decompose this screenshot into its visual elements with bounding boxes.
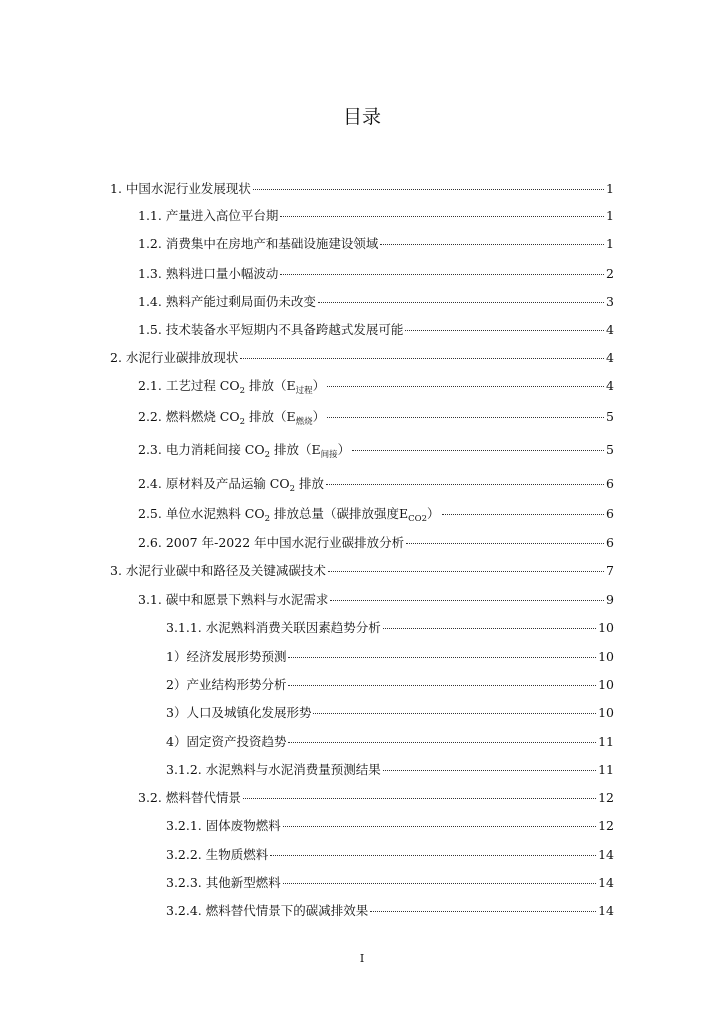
toc-title-text: 2.1. 工艺过程 CO [138, 378, 240, 393]
toc-entry-page: 2 [606, 266, 614, 281]
toc-entry[interactable] [166, 704, 614, 722]
toc-entry-title [138, 408, 325, 428]
toc-entry-page: 12 [598, 790, 614, 805]
toc-entry[interactable] [166, 733, 614, 751]
toc-entry-page: 3 [606, 294, 614, 309]
toc-entry-page: 5 [606, 442, 614, 457]
toc-title-text: 排放（E [245, 409, 296, 424]
toc-title-text: 排放 [295, 476, 325, 491]
toc-entry-title: 1.3. 熟料进口量小幅波动 [138, 266, 279, 281]
toc-entry-title: 3. 水泥行业碳中和路径及关键减碳技术 [110, 563, 326, 578]
toc-leader-dots [288, 657, 596, 658]
toc-leader-dots [288, 685, 596, 686]
toc-leader-dots [313, 713, 596, 714]
toc-entry-title: 2. 水泥行业碳排放现状 [110, 350, 239, 365]
toc-entry[interactable] [166, 817, 614, 835]
toc-entry-title: 1.2. 消费集中在房地产和基础设施建设领域 [138, 236, 379, 251]
toc-entry-page: 4 [606, 350, 614, 365]
toc-entry-page: 6 [606, 506, 614, 521]
toc-leader-dots [243, 798, 596, 799]
toc-entry-title: 3.1.2. 水泥熟料与水泥消费量预测结果 [166, 762, 381, 777]
toc-entry-page: 14 [598, 847, 614, 862]
toc-entry-page: 7 [606, 563, 614, 578]
toc-entry[interactable] [138, 293, 614, 311]
toc-entry[interactable] [138, 441, 614, 461]
toc-entry-title [138, 475, 324, 495]
toc-title-subscript: 2 [264, 514, 271, 524]
toc-entry[interactable] [138, 377, 614, 397]
toc-entry-title: 3.1. 碳中和愿景下熟料与水泥需求 [138, 592, 329, 607]
toc-entry-title: 1.5. 技术装备水平短期内不具备跨越式发展可能 [138, 322, 404, 337]
toc-entry-title: 3.2.2. 生物质燃料 [166, 847, 269, 862]
toc-entry-page: 6 [606, 535, 614, 550]
toc-entry-title: 1.1. 产量进入高位平台期 [138, 208, 279, 223]
toc-entry[interactable] [138, 591, 614, 609]
toc-leader-dots [288, 742, 596, 743]
toc-leader-dots [380, 244, 604, 245]
toc-leader-dots [253, 189, 604, 190]
toc-entry[interactable] [138, 265, 614, 283]
toc-leader-dots [406, 543, 604, 544]
toc-title-subscript: CO2 [408, 514, 428, 524]
toc-title-text: 2.4. 原材料及产品运输 CO [138, 476, 290, 491]
toc-title-text: 2.2. 燃料燃烧 CO [138, 409, 240, 424]
toc-leader-dots [270, 855, 596, 856]
toc-entry-page: 12 [598, 818, 614, 833]
toc-entry-page: 11 [598, 734, 614, 749]
toc-entry-page: 14 [598, 875, 614, 890]
toc-entry[interactable] [166, 874, 614, 892]
toc-entry-title: 2）产业结构形势分析 [166, 677, 287, 692]
toc-entry-title: 3.2.4. 燃料替代情景下的碳减排效果 [166, 903, 369, 918]
toc-title-text: 2.5. 单位水泥熟料 CO [138, 506, 265, 521]
toc-entry[interactable] [166, 846, 614, 864]
toc-entry[interactable] [138, 534, 614, 552]
toc-entry[interactable] [166, 676, 614, 694]
toc-title-text: ） [427, 506, 440, 521]
toc-entry[interactable] [166, 761, 614, 779]
toc-entry-page: 1 [606, 236, 614, 251]
toc-title-subscript: 间接 [320, 450, 338, 460]
toc-entry[interactable] [110, 180, 614, 198]
toc-entry-title: 1. 中国水泥行业发展现状 [110, 181, 251, 196]
toc-title-text: 排放（E [245, 378, 296, 393]
toc-leader-dots [383, 770, 596, 771]
toc-entry[interactable] [138, 475, 614, 495]
toc-leader-dots [352, 450, 604, 451]
toc-title-subscript: 2 [239, 386, 246, 396]
toc-leader-dots [330, 600, 604, 601]
toc-leader-dots [318, 302, 604, 303]
toc-leader-dots [327, 417, 604, 418]
toc-title-text: 排放（E [270, 442, 321, 457]
toc-leader-dots [328, 571, 604, 572]
toc-entry-page: 11 [598, 762, 614, 777]
toc-leader-dots [283, 826, 596, 827]
toc-entry-page: 10 [598, 620, 614, 635]
toc-title-text: ） [312, 409, 326, 424]
toc-leader-dots [442, 514, 604, 515]
toc-entry[interactable] [166, 902, 614, 920]
toc-leader-dots [280, 216, 604, 217]
toc-entry-page: 9 [606, 592, 614, 607]
toc-title-text: 2.3. 电力消耗间接 CO [138, 442, 265, 457]
toc-entry[interactable] [166, 619, 614, 637]
toc-title-text: 排放总量（碳排放强度E [270, 506, 409, 521]
toc-entry[interactable] [138, 505, 614, 525]
toc-entry-title: 3）人口及城镇化发展形势 [166, 705, 312, 720]
toc-entry-title [138, 377, 325, 397]
toc-entry-title: 4）固定资产投资趋势 [166, 734, 287, 749]
toc-entry[interactable] [138, 789, 614, 807]
toc-leader-dots [405, 330, 604, 331]
page-title: 目录 [342, 106, 381, 128]
toc-entry-title: 3.2.1. 固体废物燃料 [166, 818, 281, 833]
toc-leader-dots [326, 484, 604, 485]
toc-entry-title: 3.2. 燃料替代情景 [138, 790, 241, 805]
toc-entry[interactable] [110, 562, 614, 580]
toc-leader-dots [327, 386, 604, 387]
toc-leader-dots [240, 358, 604, 359]
toc-entry-title: 1.4. 熟料产能过剩局面仍未改变 [138, 294, 316, 309]
toc-entry-title [138, 441, 350, 461]
toc-entry[interactable] [138, 321, 614, 339]
toc-title-subscript: 2 [289, 484, 296, 494]
toc-entry[interactable] [138, 207, 614, 225]
toc-entry-page: 4 [606, 378, 614, 393]
toc-title-text: ） [337, 442, 351, 457]
toc-entry-page: 6 [606, 476, 614, 491]
toc-title-subscript: 燃烧 [295, 417, 313, 427]
toc-leader-dots [370, 911, 596, 912]
toc-entry-title: 3.1.1. 水泥熟料消费关联因素趋势分析 [166, 620, 381, 635]
toc-title-text: ） [312, 378, 326, 393]
toc-entry-title: 3.2.3. 其他新型燃料 [166, 875, 281, 890]
toc-leader-dots [383, 628, 596, 629]
toc-entry-page: 10 [598, 677, 614, 692]
toc-leader-dots [280, 274, 604, 275]
page-number: I [359, 952, 365, 965]
toc-entry-page: 14 [598, 903, 614, 918]
toc-entry-page: 10 [598, 705, 614, 720]
toc-title-subscript: 2 [239, 417, 246, 427]
toc-entry-title: 2.6. 2007 年-2022 年中国水泥行业碳排放分析 [138, 535, 405, 550]
toc-entry[interactable] [138, 408, 614, 428]
toc-entry[interactable] [138, 235, 614, 253]
toc-entry-page: 5 [606, 409, 614, 424]
toc-entry-page: 10 [598, 649, 614, 664]
toc-entry-title: 1）经济发展形势预测 [166, 649, 287, 664]
toc-entry-page: 4 [606, 322, 614, 337]
toc-title-subscript: 过程 [295, 386, 313, 396]
toc-entry-title [138, 505, 440, 525]
toc-leader-dots [283, 883, 596, 884]
toc-title-subscript: 2 [264, 450, 271, 460]
toc-entry[interactable] [110, 349, 614, 367]
toc-entry[interactable] [166, 648, 614, 666]
toc-entry-page: 1 [606, 208, 614, 223]
toc-entry-page: 1 [606, 181, 614, 196]
